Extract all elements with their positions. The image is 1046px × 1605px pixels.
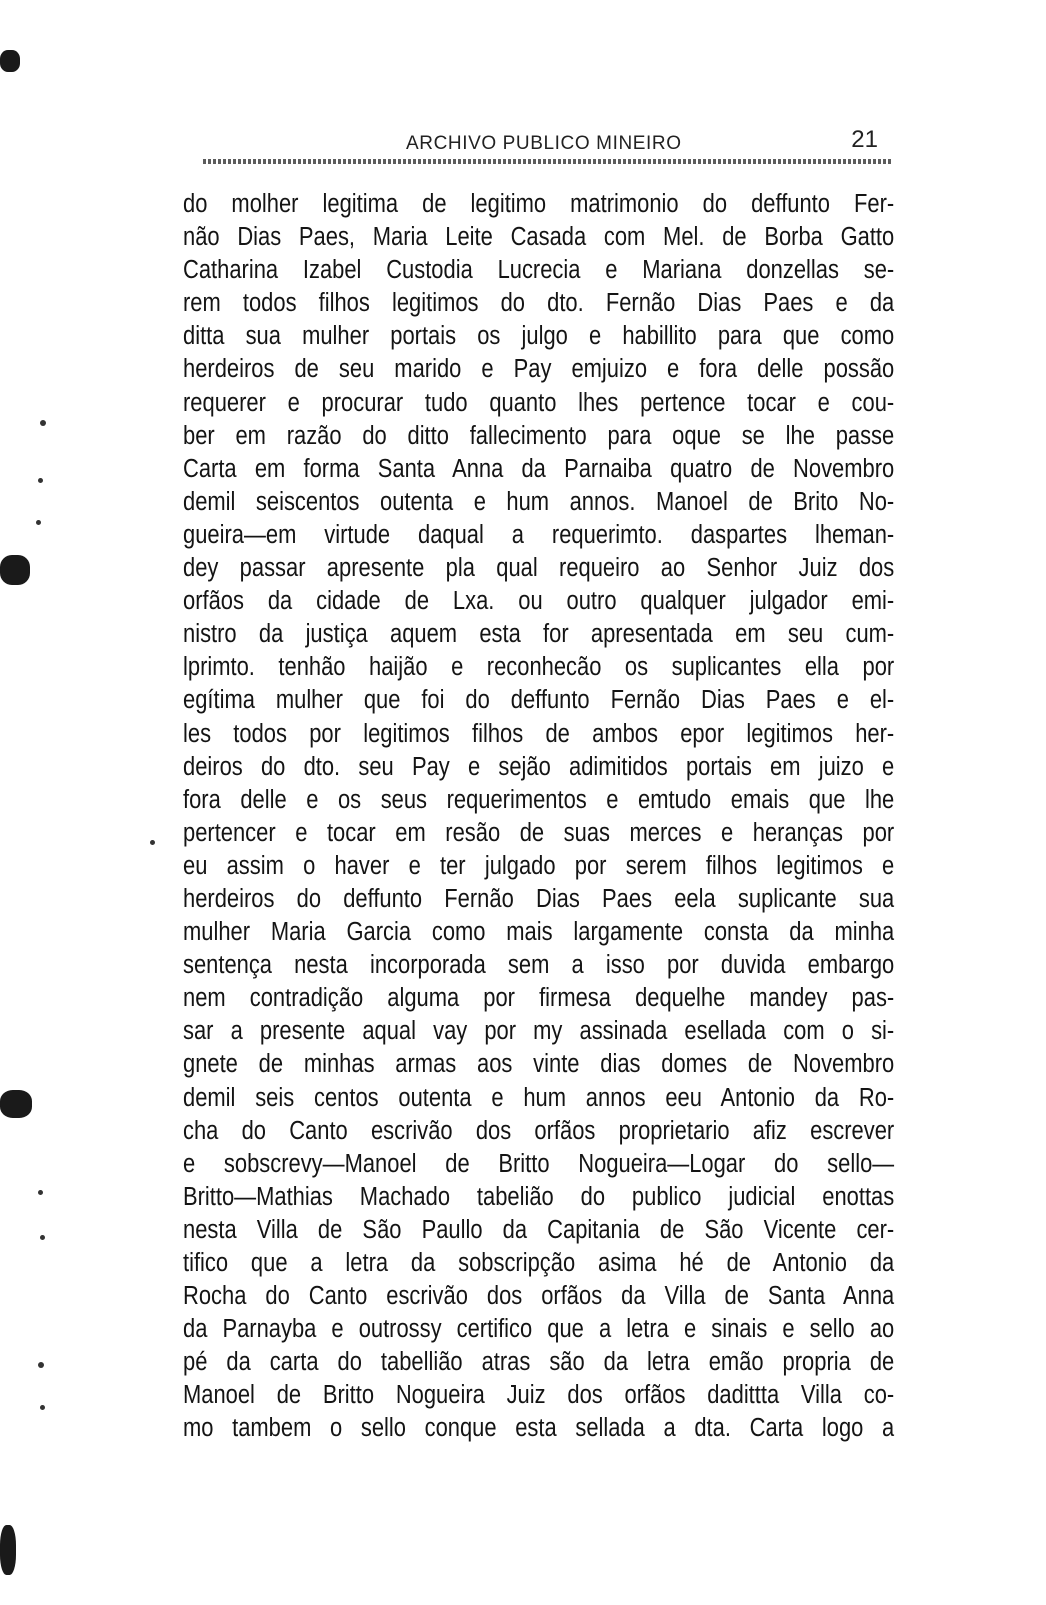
text-line: cha do Canto escrivão dos orfãos proprietario afiz escrever <box>183 1116 895 1145</box>
text-line: nem contradição alguma por firmesa dequelhe mandey pas- <box>183 984 895 1013</box>
text-line: gueira—em virtude daqual a requerimto. daspartes lheman- <box>183 520 895 549</box>
page-header <box>183 124 898 164</box>
text-line: do molher legitima de legitimo matrimonio do deffunto Fer- <box>183 190 895 218</box>
scan-artifact <box>0 1525 16 1575</box>
scan-speck <box>150 840 155 845</box>
text-line: orfãos da cidade de Lxa. ou outro qualquer julgador emi- <box>183 587 895 616</box>
text-line: deiros do dto. seu Pay e sejão adimitidos portais em juizo e <box>183 752 895 781</box>
text-line: rem todos filhos legitimos do dto. Fernão Dias Paes e da <box>183 289 895 318</box>
text-line: lprimto. tenhão haijão e reconhecão os suplicantes ella por <box>183 653 895 682</box>
text-line: gnete de minhas armas aos vinte dias domes de Novembro <box>183 1050 895 1079</box>
scan-speck <box>38 1362 44 1368</box>
header-rule <box>203 159 893 164</box>
text-line: dey passar apresente pla qual requeiro ao Senhor Juiz dos <box>183 554 895 583</box>
body-text <box>183 188 895 1446</box>
scan-artifact <box>0 50 20 72</box>
text-line: Manoel de Britto Nogueira Juiz dos orfãos dadittta Villa co- <box>183 1381 895 1410</box>
text-line: les todos por legitimos filhos de ambos epor legitimos her- <box>183 719 895 748</box>
text-line: da Parnayba e outrossy certifico que a letra e sinais e sello ao <box>183 1315 895 1344</box>
text-line: tifico que a letra da sobscripção asima hé de Antonio da <box>183 1249 895 1277</box>
text-line: pertencer e tocar em resão de suas merces e heranças por <box>183 818 895 847</box>
text-line: nistro da justiça aquem esta for apresentada em seu cum- <box>183 620 895 649</box>
text-line: Catharina Izabel Custodia Lucrecia e Mariana donzellas se- <box>183 256 895 285</box>
text-line: nesta Villa de São Paullo da Capitania de São Vicente cer- <box>183 1215 895 1244</box>
scan-artifact <box>0 555 30 585</box>
text-line: herdeiros do deffunto Fernão Dias Paes eela suplicante sua <box>183 884 895 913</box>
scan-artifact <box>0 1090 32 1118</box>
text-line: sentença nesta incorporada sem a isso por duvida embargo <box>183 951 895 980</box>
scan-speck <box>36 520 41 525</box>
scan-speck <box>38 1190 43 1195</box>
text-line: egítima mulher que foi do deffunto Fernão Dias Paes e el- <box>183 686 895 715</box>
text-line: eu assim o haver e ter julgado por serem filhos legitimos e <box>183 851 895 880</box>
text-line: sar a presente aqual vay por my assinada esellada com o si- <box>183 1017 895 1046</box>
text-line: e sobscrevy—Manoel de Britto Nogueira—Logar do sello— <box>183 1149 895 1178</box>
text-line: demil seis centos outenta e hum annos eeu Antonio da Ro- <box>183 1083 895 1112</box>
text-line: ditta sua mulher portais os julgo e habillito para que como <box>183 322 895 351</box>
page-number: 21 <box>851 126 878 153</box>
scan-speck <box>40 1235 45 1240</box>
scan-speck <box>40 1405 45 1410</box>
text-line: mo tambem o sello conque esta sellada a dta. Carta logo a <box>183 1414 895 1443</box>
text-line: Britto—Mathias Machado tabelião do publico judicial enottas <box>183 1182 895 1211</box>
text-line: requerer e procurar tudo quanto lhes pertence tocar e cou- <box>183 388 895 417</box>
text-line: Carta em forma Santa Anna da Parnaiba quatro de Novembro <box>183 454 895 483</box>
text-line: fora delle e os seus requerimentos e emtudo emais que lhe <box>183 785 895 814</box>
text-line: demil seiscentos outenta e hum annos. Manoel de Brito No- <box>183 487 895 516</box>
scan-speck <box>40 420 46 426</box>
text-line: ber em razão do ditto fallecimento para oque se lhe passe <box>183 421 895 450</box>
text-line: não Dias Paes, Maria Leite Casada com Mel. de Borba Gatto <box>183 223 895 252</box>
text-line: mulher Maria Garcia como mais largamente consta da minha <box>183 918 895 947</box>
running-title: ARCHIVO PUBLICO MINEIRO <box>406 133 682 154</box>
scan-speck <box>38 478 43 483</box>
text-line: pé da carta do tabellião atras são da letra emão propria de <box>183 1348 895 1377</box>
text-line: herdeiros de seu marido e Pay emjuizo e fora delle possão <box>183 355 895 384</box>
text-line: Rocha do Canto escrivão dos orfãos da Villa de Santa Anna <box>183 1282 895 1311</box>
